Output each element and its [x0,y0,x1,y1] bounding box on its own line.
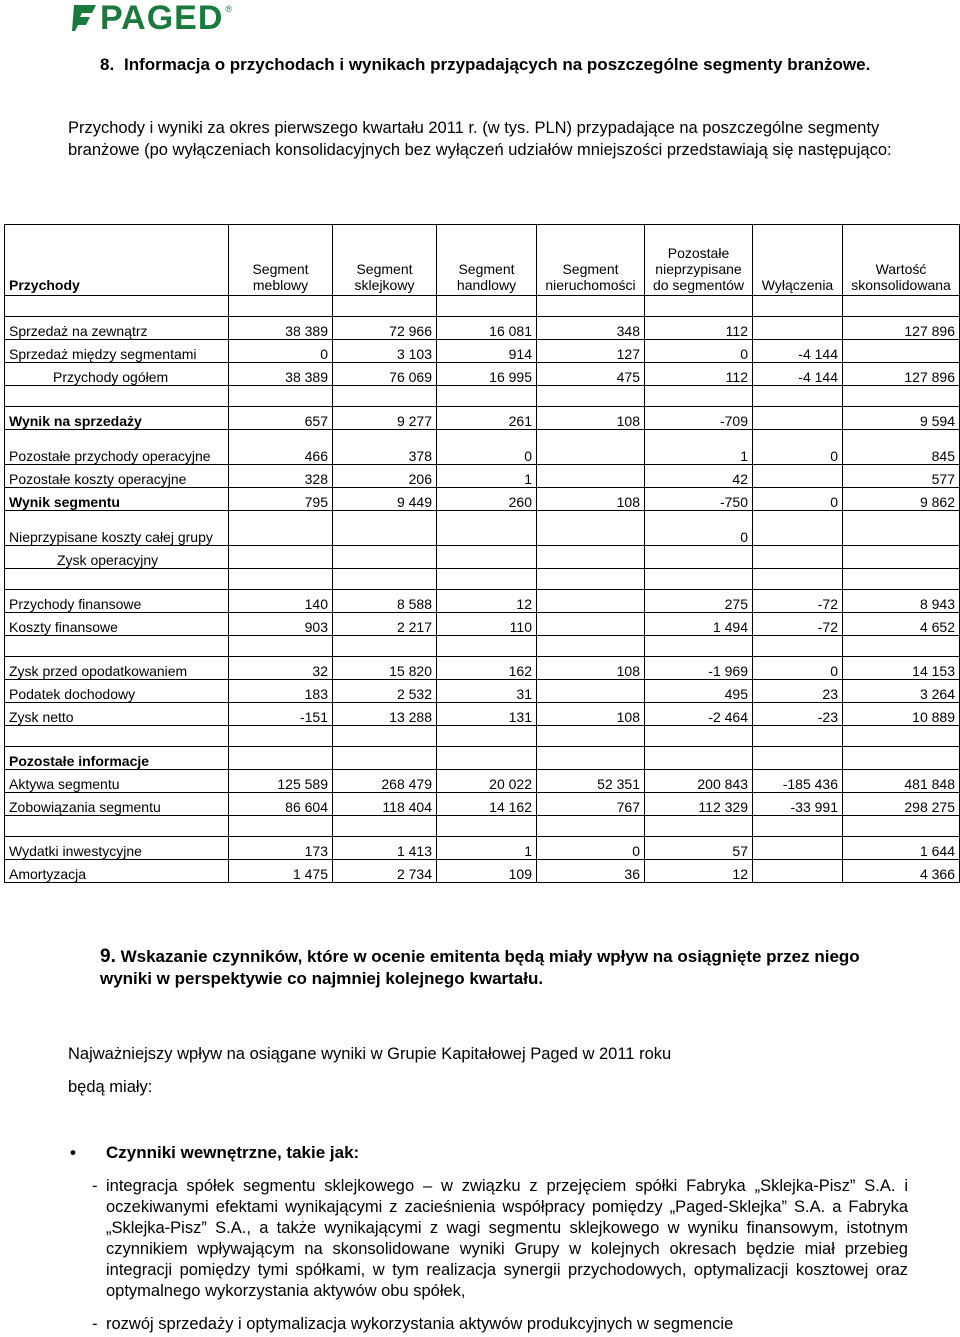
value-cell: 2 532 [333,680,437,703]
empty-cell [645,816,753,837]
value-cell: 200 843 [645,770,753,793]
value-cell: 481 848 [843,770,960,793]
value-cell: 118 404 [333,793,437,816]
empty-cell [229,816,333,837]
table-row [5,613,960,636]
value-cell: 14 162 [437,793,537,816]
value-cell [843,340,960,363]
value-cell: 0 [753,488,843,511]
spacer-row [5,726,960,747]
value-cell: 2 734 [333,860,437,883]
table-header-row [5,225,960,296]
value-cell: 36 [537,860,645,883]
logo-text: PAGED [100,0,224,37]
value-cell [843,511,960,546]
value-cell: -1 969 [645,657,753,680]
value-cell [333,747,437,770]
empty-cell [437,636,537,657]
table-row [5,465,960,488]
row-label: Wynik segmentu [5,488,229,511]
row-label: Zysk netto [5,703,229,726]
row-label: Wydatki inwestycyjne [5,837,229,860]
empty-cell [645,296,753,317]
value-cell: 3 264 [843,680,960,703]
table-row [5,407,960,430]
table-row [5,657,960,680]
value-cell [645,546,753,569]
spacer-row [5,816,960,837]
empty-cell [843,726,960,747]
empty-cell [753,569,843,590]
value-cell: 42 [645,465,753,488]
table-row [5,680,960,703]
value-cell [229,546,333,569]
empty-cell [537,296,645,317]
section-9-number: 9. [100,946,116,967]
list-dash: - [92,1177,98,1195]
value-cell [753,837,843,860]
empty-cell [843,816,960,837]
table-row [5,340,960,363]
value-cell [753,747,843,770]
value-cell: 110 [437,613,537,636]
value-cell: 9 862 [843,488,960,511]
table-row [5,703,960,726]
list-dash: - [92,1315,98,1333]
value-cell: 0 [645,340,753,363]
value-cell: -185 436 [753,770,843,793]
value-cell: 76 069 [333,363,437,386]
value-cell: 16 995 [437,363,537,386]
table-row [5,363,960,386]
row-label: Sprzedaż między segmentami [5,340,229,363]
value-cell: -72 [753,613,843,636]
empty-cell [537,816,645,837]
empty-cell [537,636,645,657]
empty-cell [843,386,960,407]
value-cell: 15 820 [333,657,437,680]
bullet-text: Czynniki wewnętrzne, takie jak: [106,1143,360,1162]
empty-cell [333,296,437,317]
value-cell: 131 [437,703,537,726]
value-cell: -4 144 [753,340,843,363]
value-cell [229,511,333,546]
value-cell [645,747,753,770]
empty-cell [843,296,960,317]
value-cell: 328 [229,465,333,488]
value-cell: 378 [333,430,437,465]
row-label: Zobowiązania segmentu [5,793,229,816]
empty-cell [333,569,437,590]
list-item [92,1176,908,1302]
value-cell: -33 991 [753,793,843,816]
value-cell: 657 [229,407,333,430]
spacer-row [5,386,960,407]
empty-cell [645,636,753,657]
spacer-row [5,569,960,590]
value-cell: 261 [437,407,537,430]
value-cell: 14 153 [843,657,960,680]
column-header: Przychody [5,225,229,296]
row-label: Zysk operacyjny [5,546,229,569]
value-cell: 903 [229,613,333,636]
value-cell [333,511,437,546]
column-header: Segment meblowy [229,225,333,296]
spacer-row [5,296,960,317]
value-cell: 127 [537,340,645,363]
row-label: Pozostałe informacje [5,747,229,770]
value-cell [537,546,645,569]
value-cell [537,680,645,703]
value-cell: 38 389 [229,363,333,386]
empty-cell [229,386,333,407]
value-cell: 13 288 [333,703,437,726]
empty-cell [645,726,753,747]
table-row [5,793,960,816]
value-cell: 109 [437,860,537,883]
value-cell [437,546,537,569]
section-8-heading [100,54,914,76]
value-cell: 127 896 [843,363,960,386]
paged-logo-icon [72,3,98,33]
row-label: Aktywa segmentu [5,770,229,793]
value-cell [753,860,843,883]
column-header: Segment sklejkowy [333,225,437,296]
empty-cell [229,569,333,590]
value-cell [753,317,843,340]
row-label: Sprzedaż na zewnątrz [5,317,229,340]
column-header: Segment nieruchomości [537,225,645,296]
value-cell [537,430,645,465]
value-cell: 1 494 [645,613,753,636]
row-label: Nieprzypisane koszty całej grupy [5,511,229,546]
value-cell: 183 [229,680,333,703]
logo-registered-mark: ® [225,4,233,14]
table-row [5,837,960,860]
table-row [5,770,960,793]
value-cell: -2 464 [645,703,753,726]
value-cell: 1 475 [229,860,333,883]
empty-cell [537,386,645,407]
value-cell: -750 [645,488,753,511]
empty-cell [229,726,333,747]
section-9-title: Wskazanie czynników, które w ocenie emitenta będą miały wpływ na osiągnięte przez niego wyniki w perspektywie co najmniej kolejnego kwartału. [100,947,860,988]
table-body [5,296,960,883]
value-cell [437,747,537,770]
empty-cell [645,386,753,407]
bullet-mark: • [70,1143,76,1162]
empty-cell [333,386,437,407]
segment-results-table [4,224,960,883]
value-cell: 298 275 [843,793,960,816]
value-cell: 9 277 [333,407,437,430]
value-cell: 32 [229,657,333,680]
value-cell: 86 604 [229,793,333,816]
empty-cell [5,816,229,837]
table-row [5,860,960,883]
value-cell: 112 [645,317,753,340]
row-label: Koszty finansowe [5,613,229,636]
value-cell: 0 [753,657,843,680]
value-cell: 577 [843,465,960,488]
empty-cell [333,816,437,837]
empty-cell [333,726,437,747]
empty-cell [437,386,537,407]
empty-cell [645,569,753,590]
value-cell: 162 [437,657,537,680]
value-cell: 0 [437,430,537,465]
value-cell: 108 [537,703,645,726]
value-cell [753,407,843,430]
empty-cell [753,636,843,657]
value-cell: 268 479 [333,770,437,793]
empty-cell [753,386,843,407]
value-cell: 125 589 [229,770,333,793]
empty-cell [333,636,437,657]
section-9-paragraph: Najważniejszy wpływ na osiągane wyniki w Grupie Kapitałowej Paged w 2011 roku [68,1045,672,1063]
value-cell: 12 [645,860,753,883]
value-cell [537,511,645,546]
value-cell: -4 144 [753,363,843,386]
value-cell: 4 652 [843,613,960,636]
value-cell: 10 889 [843,703,960,726]
spacer-row [5,636,960,657]
value-cell [229,747,333,770]
row-label: Wynik na sprzedaży [5,407,229,430]
value-cell [537,590,645,613]
empty-cell [5,726,229,747]
empty-cell [537,569,645,590]
column-header: Wartość skonsolidowana [843,225,960,296]
value-cell: 8 588 [333,590,437,613]
value-cell: 1 [437,837,537,860]
empty-cell [5,296,229,317]
value-cell: 9 449 [333,488,437,511]
value-cell: 466 [229,430,333,465]
empty-cell [843,636,960,657]
value-cell [753,511,843,546]
value-cell [843,747,960,770]
paged-logo [72,0,233,37]
row-label: Amortyzacja [5,860,229,883]
empty-cell [843,569,960,590]
value-cell: 72 966 [333,317,437,340]
table-row [5,430,960,465]
empty-cell [5,386,229,407]
table-row [5,747,960,770]
row-label: Przychody finansowe [5,590,229,613]
value-cell [437,511,537,546]
value-cell: 173 [229,837,333,860]
empty-cell [753,816,843,837]
column-header: Pozostałe nieprzypisane do segmentów [645,225,753,296]
value-cell [753,546,843,569]
empty-cell [5,636,229,657]
value-cell: 52 351 [537,770,645,793]
value-cell: 140 [229,590,333,613]
table-row [5,511,960,546]
value-cell: -72 [753,590,843,613]
value-cell: 9 594 [843,407,960,430]
value-cell [537,613,645,636]
value-cell: 348 [537,317,645,340]
value-cell: 112 [645,363,753,386]
empty-cell [5,569,229,590]
value-cell: 0 [537,837,645,860]
value-cell: 845 [843,430,960,465]
table-row [5,317,960,340]
value-cell: 206 [333,465,437,488]
value-cell [537,465,645,488]
value-cell: 108 [537,407,645,430]
value-cell: 495 [645,680,753,703]
empty-cell [753,296,843,317]
value-cell [843,546,960,569]
value-cell: 127 896 [843,317,960,340]
empty-cell [537,726,645,747]
value-cell: 112 329 [645,793,753,816]
value-cell: 4 366 [843,860,960,883]
value-cell [333,546,437,569]
row-label: Podatek dochodowy [5,680,229,703]
column-header: Wyłączenia [753,225,843,296]
value-cell: 1 644 [843,837,960,860]
value-cell: 260 [437,488,537,511]
value-cell: -151 [229,703,333,726]
section-9-paragraph-cont: będą miały: [68,1078,153,1096]
empty-cell [437,726,537,747]
empty-cell [229,636,333,657]
value-cell: 1 [645,430,753,465]
row-label: Pozostałe przychody operacyjne [5,430,229,465]
value-cell: 20 022 [437,770,537,793]
value-cell: 2 217 [333,613,437,636]
value-cell: 108 [537,657,645,680]
empty-cell [753,726,843,747]
table-row [5,590,960,613]
empty-cell [437,816,537,837]
empty-cell [437,569,537,590]
value-cell: -709 [645,407,753,430]
value-cell: 3 103 [333,340,437,363]
list-item-text: rozwój sprzedaży i optymalizacja wykorzystania aktywów produkcyjnych w segmencie [106,1315,734,1333]
row-label: Pozostałe koszty operacyjne [5,465,229,488]
row-label: Przychody ogółem [5,363,229,386]
row-label: Zysk przed opodatkowaniem [5,657,229,680]
value-cell: 12 [437,590,537,613]
value-cell: 38 389 [229,317,333,340]
value-cell [537,747,645,770]
value-cell: 0 [229,340,333,363]
value-cell: 8 943 [843,590,960,613]
table-row [5,488,960,511]
value-cell: 16 081 [437,317,537,340]
section-8-number: 8. [100,55,115,74]
value-cell: 275 [645,590,753,613]
value-cell: 31 [437,680,537,703]
list-item-text: integracja spółek segmentu sklejkowego – w związku z przejęciem spółki Fabryka „Sklejka-Pisz” S.A. i oczekiwanymi efektami wynikającymi z zacieśnienia współpracy pomiędzy „Paged-Sklejka” S.A. a Fabryka „Sklejka-Pisz” S.A., a także wynikającymi z wagi segmentu sklejkowego w wyniku finansowym, istotnym czynnikiem wpływającym na skonsolidowane wyniki Grupy w kolejnych okresach będzie miał przebieg integracji pomiędzy tymi spółkami, w tym realizacja synergii przychodowych, optymalizacji kosztowej oraz optymalnego wykorzystania aktywów obu spółek, [106,1177,908,1300]
value-cell: 475 [537,363,645,386]
value-cell: 914 [437,340,537,363]
value-cell: 57 [645,837,753,860]
table-row [5,546,960,569]
empty-cell [229,296,333,317]
value-cell: 0 [753,430,843,465]
value-cell: 795 [229,488,333,511]
value-cell: 0 [645,511,753,546]
value-cell: 1 [437,465,537,488]
list-item [92,1314,908,1335]
value-cell: 1 413 [333,837,437,860]
section-8-intro: Przychody i wyniki za okres pierwszego kwartału 2011 r. (w tys. PLN) przypadające na poszczególne segmenty branżowe (po wyłączeniach konsolidacyjnych bez wyłączeń udziałów mniejszości przedstawiają się następująco: [68,119,892,159]
section-9-heading [100,946,908,990]
column-header: Segment handlowy [437,225,537,296]
value-cell: -23 [753,703,843,726]
value-cell: 23 [753,680,843,703]
value-cell [753,465,843,488]
section-8-title: Informacja o przychodach i wynikach przypadających na poszczególne segmenty branżowe. [124,55,871,74]
value-cell: 108 [537,488,645,511]
value-cell: 767 [537,793,645,816]
empty-cell [437,296,537,317]
